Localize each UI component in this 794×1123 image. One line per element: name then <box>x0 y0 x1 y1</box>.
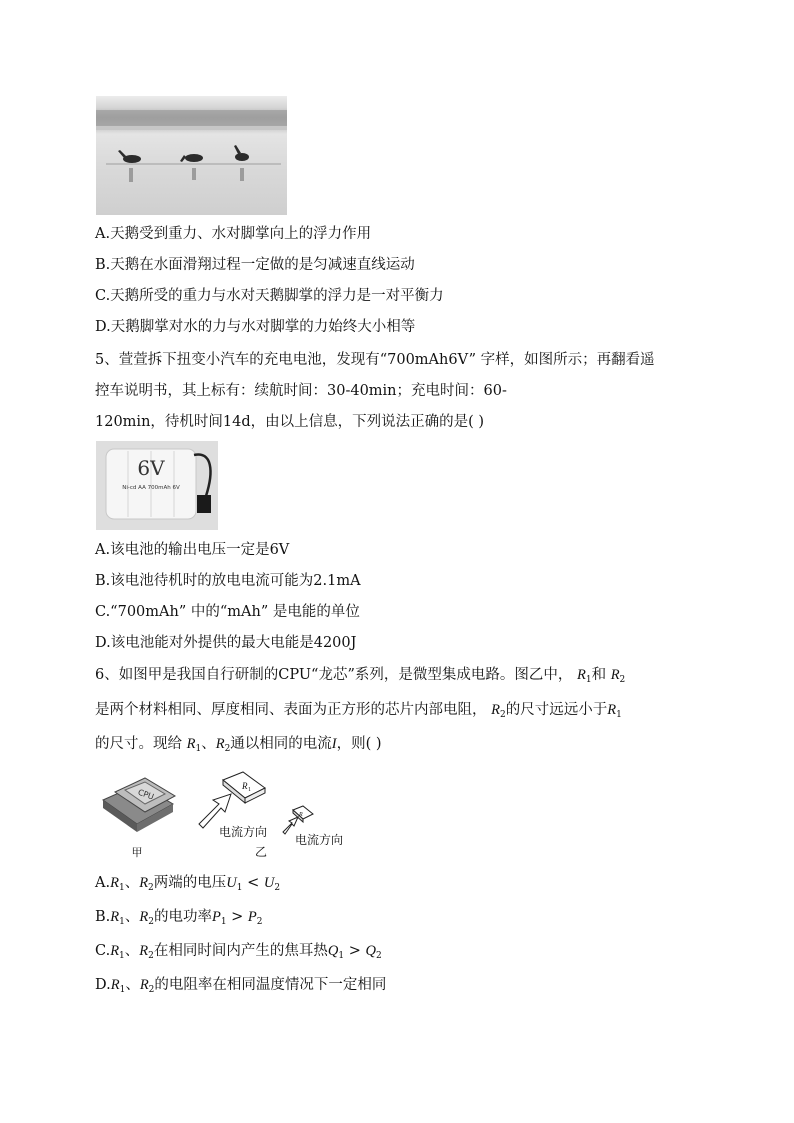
current-arrow-1 <box>199 794 231 828</box>
q5-option-d: D.该电池能对外提供的最大电能是4200J <box>95 635 357 651</box>
q4-option-b: B.天鹅在水面滑翔过程一定做的是匀减速直线运动 <box>95 257 415 273</box>
label-jia: 甲 <box>131 846 143 859</box>
q5-option-a: A.该电池的输出电压一定是6V <box>95 542 290 558</box>
label-yi: 乙 <box>255 845 268 859</box>
q4-option-a: A.天鹅受到重力、水对脚掌向上的浮力作用 <box>95 226 372 242</box>
q6-option-a: $A.R_1$、$R_2$两端的电压$U_1 < U_2$ <box>95 875 281 893</box>
svg-text:R: R <box>242 781 248 791</box>
battery-photo <box>96 441 218 530</box>
svg-text:CPU: CPU <box>136 787 156 802</box>
q4-option-c: C.天鹅所受的重力与水对天鹅脚掌的浮力是一对平衡力 <box>95 288 444 304</box>
swans-photo <box>96 96 287 215</box>
q5-stem-line-1: 5、萱萱拆下扭变小汽车的充电电池，发现有“700mAh6V” 字样，如图所示；再翻看遥 <box>95 352 655 368</box>
svg-text:1: 1 <box>248 787 251 793</box>
current-direction-label-1: 电流方向 <box>219 825 268 839</box>
battery-label-big: 6V <box>137 456 165 480</box>
q5-stem-line-2: 控车说明书，其上标有：续航时间：30-40min；充电时间：60- <box>95 383 507 399</box>
q4-option-d: D.天鹅脚掌对水的力与水对脚掌的力始终大小相等 <box>95 319 416 335</box>
cpu-illustration <box>103 778 175 859</box>
q6-stem-line-1: 6、如图甲是我国自行研制的CPU“龙芯”系列，是微型集成电路。图乙中， $R_1$和 $R_2$ <box>95 667 626 685</box>
q5-option-b: B.该电池待机时的放电电流可能为2.1mA <box>95 573 361 589</box>
current-arrow-2 <box>283 817 298 834</box>
svg-text:R: R <box>299 812 303 818</box>
q5-option-c: C.“700mAh” 中的“mAh” 是电能的单位 <box>95 604 360 620</box>
chip-diagram <box>95 770 355 862</box>
q6-stem-line-2: 是两个材料相同、厚度相同、表面为正方形的芯片内部电阻， $R_2$的尺寸远远小于$R_1$ <box>95 702 622 720</box>
current-direction-label-2: 电流方向 <box>295 833 344 847</box>
q6-option-d: $D.R_1$、$R_2$的电阻率在相同温度情况下一定相同 <box>95 977 387 995</box>
q6-option-c: $C.R_1$、$R_2$在相同时间内产生的焦耳热$Q_1 > Q_2$ <box>95 943 382 961</box>
q6-option-b: $B.R_1$、$R_2$的电功率$P_1 > P_2$ <box>95 909 263 927</box>
q6-stem-line-3: 的尺寸。现给 $R_1$、$R_2$通以相同的电流I，则( ) <box>95 736 382 754</box>
q5-stem-line-3: 120min，待机时间14d，由以上信息，下列说法正确的是( ) <box>95 414 485 430</box>
battery-label-small: Ni-cd AA 700mAh 6V <box>122 485 180 491</box>
